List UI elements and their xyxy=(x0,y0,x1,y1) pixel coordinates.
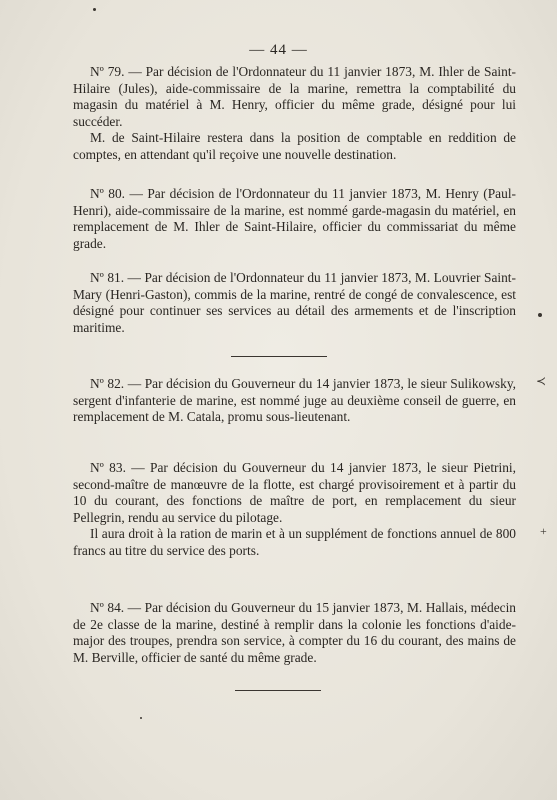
entry-80-paragraph-1: Nº 80. — Par décision de l'Ordonnateur du 11 janvier 1873, M. Henry (Paul-Henri), aide-commissaire de la marine, est nommé garde-magasin du matériel, en remplacement de M. Ihler de Saint-Hilaire, officier du commissariat du même grade. xyxy=(73,186,516,251)
entry-80 xyxy=(73,186,516,252)
entry-79-paragraph-1: Nº 79. — Par décision de l'Ordonnateur du 11 janvier 1873, M. Ihler de Saint-Hilaire (Jules), aide-commissaire de la marine, remettra la comptabilité du magasin du matériel à M. Henry, officier du même grade, désigné pour lui succéder. xyxy=(73,64,516,129)
entry-83-paragraph-1: Nº 83. — Par décision du Gouverneur du 14 janvier 1873, le sieur Pietrini, second-maître de manœuvre de la flotte, est chargé provisoirement et à partir du 10 du courant, des fonctions de maître de port, en remplacement du sieur Pellegrin, rendu au service du pilotage. xyxy=(73,460,516,525)
page-number: — 44 — xyxy=(249,42,308,58)
entry-79 xyxy=(73,64,516,164)
scan-speck xyxy=(93,8,96,11)
entry-83-paragraph-2: Il aura droit à la ration de marin et à un supplément de fonctions annuel de 800 francs au titre du service des ports. xyxy=(73,526,516,558)
scan-speck xyxy=(538,313,542,317)
entry-83 xyxy=(73,460,516,560)
entry-79-paragraph-2: M. de Saint-Hilaire restera dans la position de comptable en reddition de comptes, en attendant qu'il reçoive une nouvelle destination. xyxy=(73,130,516,162)
entry-84-paragraph-1: Nº 84. — Par décision du Gouverneur du 15 janvier 1873, M. Hallais, médecin de 2e classe de la marine, destiné à remplir dans la colonie les fonctions d'aide-major des troupes, prendra son service, à compter du 16 du courant, des mains de M. Berville, officier de santé du même grade. xyxy=(73,600,516,665)
section-divider xyxy=(231,356,327,357)
entry-84 xyxy=(73,600,516,666)
end-divider xyxy=(235,690,321,691)
margin-mark: ≺ xyxy=(536,374,547,388)
entry-81 xyxy=(73,270,516,336)
entry-82-paragraph-1: Nº 82. — Par décision du Gouverneur du 14 janvier 1873, le sieur Sulikowsky, sergent d'infanterie de marine, est nommé juge au deuxième conseil de guerre, en remplacement de M. Catala, promu sous-lieutenant. xyxy=(73,376,516,425)
entry-82 xyxy=(73,376,516,426)
margin-mark: + xyxy=(540,524,547,538)
entry-81-paragraph-1: Nº 81. — Par décision de l'Ordonnateur du 11 janvier 1873, M. Louvrier Saint-Mary (Henri-Gaston), commis de la marine, rentré de congé de convalescence, est désigné pour continuer ses services au détail des armements et de l'inscription maritime. xyxy=(73,270,516,335)
scan-speck xyxy=(140,717,142,719)
